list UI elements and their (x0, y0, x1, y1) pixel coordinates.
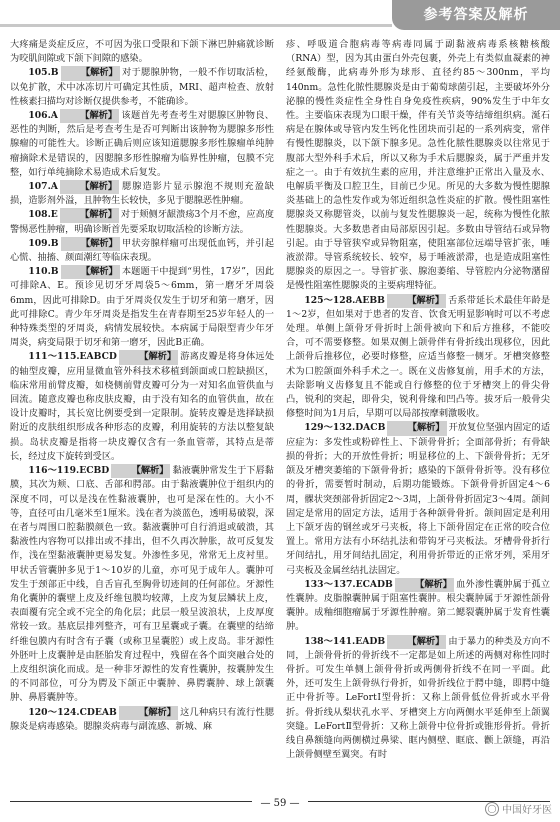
paragraph-text: 血外渗性囊肿属于孤立性囊肿。皮脂腺囊肿属于阻塞性囊肿。根尖囊肿属于牙源性颌骨囊肿。成釉细胞瘤属于牙源性肿瘤。第二鳃裂囊肿属于发育性囊肿。 (286, 578, 550, 633)
answer-key: 105.B (28, 67, 59, 79)
analysis-tag: 【解析】 (119, 350, 178, 364)
analysis-tag: 【解析】 (119, 706, 178, 720)
answer-paragraph (10, 706, 274, 734)
answer-key: 107.A (28, 181, 58, 193)
analysis-tag: 【解析】 (60, 180, 119, 194)
paragraph-text: 对于颊侧牙龈溃疡3个月不愈，应高度警惕恶性肿瘤，明确诊断首先要采取切取活检的诊断方法。 (10, 209, 274, 235)
answer-paragraph (10, 66, 274, 109)
page-header (0, 0, 560, 32)
paragraph-text: 开放复位坚强内固定的适应症为：多发性或粉碎性上、下颌骨骨折；全面部骨折；有骨缺损的骨折；大的开放性骨折；明显移位的上、下颌骨骨折；无牙颌及牙槽突萎缩的下颌骨骨折；感染的下颌骨骨折等。没有移位的骨折，需要暂时制动，后期功能锻炼。下颌骨骨折固定4～6周，髁状突颈部骨折固定2～3周，上颌骨骨折固定3～4周。颌间固定是常用的固定方法，适用于各种颌骨骨折。颌间固定是利用上下颌牙齿的钢丝或牙弓夹板，将上下颌骨固定在正常的咬合位置上。常用方法有小环结扎法和带钩牙弓夹板法。牙槽骨骨折行牙间结扎，用牙间结扎固定，利用骨折带近的正常牙列，采用牙弓夹板及金属丝结扎法固定。 (286, 422, 550, 576)
right-column (286, 38, 550, 790)
paragraph-text: 黏液囊肿常发生于下唇黏膜，其次为颊、口底、舌部和腭部。由于黏液囊肿位于组织内的深度不同，可以是浅在性黏液囊肿，也可是深在性的。大小不等，直径可由几毫米至1厘米。浅在者为淡蓝色，透明易破裂，深在者与周围口腔黏膜颜色一致。黏液囊肿可自行消退或破溃，其黏液性内容物可以排出或不排出，但不久再次肿胀，故可反复发作，浅在型黏液囊肿更易发复。外渗性多见，常常无上皮衬里。甲状舌管囊肿多见于1～10岁的儿童，亦可见于成年人。囊肿可发生于颈部正中线，自舌盲孔至胸骨切迹间的任何部位。牙源性角化囊肿的囊壁上皮及纤维包膜均较薄，上皮为复层鳞状上皮，表面覆有完全或不完全的角化层；此层一般呈波浪状，上皮厚度常较一致。基底层排列整齐，可有卫星囊或子囊。在囊壁的结缔纤维包膜内有时含有子囊（或称卫星囊腔）或上皮岛。非牙源性外胚叶上皮囊肿是由胚胎发育过程中，残留在各个面突融合处的上皮组织演化而成。是一种非牙源性的发育性囊肿，按囊肿发生的不同部位，可分为腭及下颌正中囊肿、鼻腭囊肿、球上颌囊肿、鼻唇囊肿等。 (10, 465, 274, 704)
analysis-tag: 【解析】 (60, 208, 119, 222)
paragraph-text: 对于腮腺肿物，一般不作切取活检，以免扩散，术中冰冻切片可确定其性质，MRI、超声检查、放射性核素扫描均对诊断仅提供参考，不能确诊。 (10, 67, 274, 107)
left-column (10, 38, 274, 790)
answer-paragraph (10, 265, 274, 350)
answer-paragraph (10, 464, 274, 705)
paragraph-text: 本题题干中提到“男性，17岁”，因此可排除A、E。预诊见切牙牙周袋5～6mm，第一磨牙牙周袋6mm，因此可排除D。由于牙周炎仅发生于切牙和第一磨牙，因此可排除C。青少年牙周炎是指发生在青春期至25岁年轻人的一种特殊类型的牙周炎，病情发展较快。本病属于局限型青少年牙周炎，病变局限于切牙和第一磨牙，因此B正确。 (10, 266, 274, 349)
watermark-text: 中国好牙医 (502, 805, 552, 816)
watermark (485, 801, 552, 816)
paragraph-text: 由于暴力的种类及方向不同，上颌骨骨折的骨折线不一定都是如上所述的两侧对称性同时骨折。可发生单侧上颌骨骨折或两侧骨折线不在同一平面。此外，还可发生上颌骨纵行骨折，如骨折线位于腭中缝，即腭中缝正中骨折等。LeFortⅠ型骨折：又称上颌骨低位骨折或水平骨折。骨折线从梨状孔水平、牙槽突上方向两侧水平延伸至上颌翼突缝。LeFortⅡ型骨折：又称上颌骨中位骨折或锥形骨折。骨折线自鼻额缝向两侧横过鼻梁、眶内侧壁、眶底、颧上颌缝，再沿上颌骨侧壁至翼突。有时 (286, 635, 550, 761)
answer-key: 125～128.AEBB (304, 294, 385, 306)
paragraph-text: 这几种病只有流行性腮腺炎是病毒感染。腮腺炎病毒与副流感、新城、麻 (10, 706, 274, 732)
header-title: 参考答案及解析 (392, 0, 560, 30)
paragraph-text: 游离皮瓣是将身体远处的轴型皮瓣，应用显微血管外科技术移植到颌面或口腔缺损区，临床常用前臂皮瓣，如桡侧前臂皮瓣可分为一对知名血管供血与回流。随意皮瓣也称皮肤皮瓣，由于没有知名的血管供血，故在设计皮瓣时，其长宽比例要受到一定限制。旋转皮瓣是选择缺损附近的皮肤组织形成各种形态的皮瓣，利用旋转的方法以整复缺损。岛状皮瓣是指将一块皮瓣仅含有一条血管蒂，其特点是蒂长，经过皮下旋转到受区。 (10, 351, 274, 462)
paragraph-text: 该题首先考查考生对腮腺区肿物良、恶性的判断，然后是考查考生是否可判断出该肿物为腮腺多形性腺瘤的可能性大。诊断正确后则应该知道腮腺多形性腺瘤单纯肿瘤摘除术是错误的，因腮腺多形性腺瘤为临界性肿瘤，包膜不完整，如行单纯摘除术易造成术后复发。 (10, 110, 274, 178)
answer-paragraph (286, 421, 550, 577)
answer-paragraph (10, 38, 274, 66)
answer-key: 120～124.CDEAB (28, 706, 117, 718)
answer-paragraph (10, 237, 274, 265)
answer-key: 129～132.DACB (304, 422, 386, 434)
paragraph-text: 大疼痛是炎症反应，不可因为张口受限和下颌下淋巴肿痛就诊断为咬肌间隙或下颌下间隙的感染。 (10, 39, 274, 65)
analysis-tag: 【解析】 (61, 237, 120, 251)
paragraph-text: 舌系带延长术最佳年龄是1～2岁，但如果对于患者的发音、饮食无明显影响时可以不考虑处理。单侧上颌骨牙骨折时上颌骨被向下和后方推移，不能咬合，可不需要修整。如果双侧上颌骨伴有骨折线出现移位，因此上颌骨后推移位，必要时修整，应适当修整一侧牙。牙槽突修整术为口腔颌面外科手术之一。既在义齿修复前，用手术的方法，去除影响义齿修复且不能或自行修整的位于牙槽突上的骨尖骨凸，锐利的突起，即骨尖，锐利骨缘和凹凸等。拔牙后一般骨尖修整时间为1月后，早期可以局部按摩刺激吸收。 (286, 294, 550, 420)
page-number-text: — 59 — (252, 798, 307, 809)
answer-key: 110.B (28, 266, 59, 278)
analysis-tag: 【解析】 (60, 109, 119, 123)
answer-key: 111～115.EABCD (28, 351, 117, 363)
answer-paragraph (286, 635, 550, 763)
paragraph-text: 甲状旁腺样瘤可出现低血钙，并引起心慌、抽搐、颜面潮红等临床表现。 (10, 237, 274, 264)
analysis-tag: 【解析】 (61, 66, 120, 80)
tooth-logo-icon: ◯ (485, 802, 499, 816)
analysis-tag: 【解析】 (387, 294, 446, 308)
answer-paragraph (10, 180, 274, 208)
analysis-tag: 【解析】 (395, 578, 454, 592)
answer-paragraph (286, 578, 550, 635)
paragraph-text: 腮腺造影片显示腺泡不规则充盈缺损，造影剂外溢，且肿物生长较快，多见于腮腺恶性肿瘤。 (10, 181, 274, 207)
answer-paragraph (286, 38, 550, 294)
answer-key: 109.B (28, 237, 59, 249)
answer-paragraph (10, 350, 274, 464)
answer-key: 108.E (28, 209, 58, 221)
answer-key: 133～137.ECADB (304, 578, 393, 590)
header-rule (0, 24, 392, 27)
analysis-tag: 【解析】 (61, 265, 120, 279)
page-number (0, 798, 560, 809)
answer-key: 106.A (28, 110, 58, 122)
answer-paragraph (10, 208, 274, 236)
text-columns (10, 38, 550, 790)
analysis-tag: 【解析】 (387, 635, 446, 649)
answer-key: 116～119.ECBD (28, 465, 110, 477)
paragraph-text: 疹、呼吸道合胞病毒等病毒同属于副黏液病毒系核糖核酸（RNA）型，因为其由蛋白外壳包裹，外壳上有类似血凝素的神经氨酸酶，此病毒外形为球形、直径约85～300nm，平均140nm。急性化脓性腮腺炎是由于葡萄球菌引起，主要破坏外分泌腺的慢性炎症性全身性自身免疫性疾病，90%发生于中年女性。主要临床表现为口眼干燥，伴有关节炎等结缔组织病。涎石病是在腺体或导管内发生钙化性团块而引起的一系列病变，常伴有慢性腮腺炎，以下颌下腺多见。急性化脓性腮腺炎以往常见于腹部大型外科手术后，所以又称为手术后腮腺炎，属于严重并发症之一。由于有效抗生素的应用，并注意维护正常出入量及水、电解质平衡及口腔卫生，目前已少见。所见的大多数为慢性腮腺炎基础上的急性发作或为邻近组织急性炎症的扩散。慢性阻塞性腮腺炎又称腮管炎，以前与复发性腮腺炎一起，统称为慢性化脓性腮腺炎。大多数患者由局部原因引起。多数由导管结石或异物引起。由于导管狭窄或异物阻塞，使阻塞部位远端导管扩张，唾液淤滞。导管系统较长、较窄，易于唾液淤滞，也是造成阻塞性腮腺炎的原因之一。导管扩张、腺泡萎缩、导管腔内分泌物潴留是慢性阻塞性腮腺炎的主要病理特征。 (286, 39, 550, 292)
analysis-tag: 【解析】 (387, 421, 446, 435)
answer-key: 138～141.EADB (304, 635, 386, 647)
answer-paragraph (10, 109, 274, 180)
answer-paragraph (286, 294, 550, 422)
analysis-tag: 【解析】 (111, 464, 170, 478)
